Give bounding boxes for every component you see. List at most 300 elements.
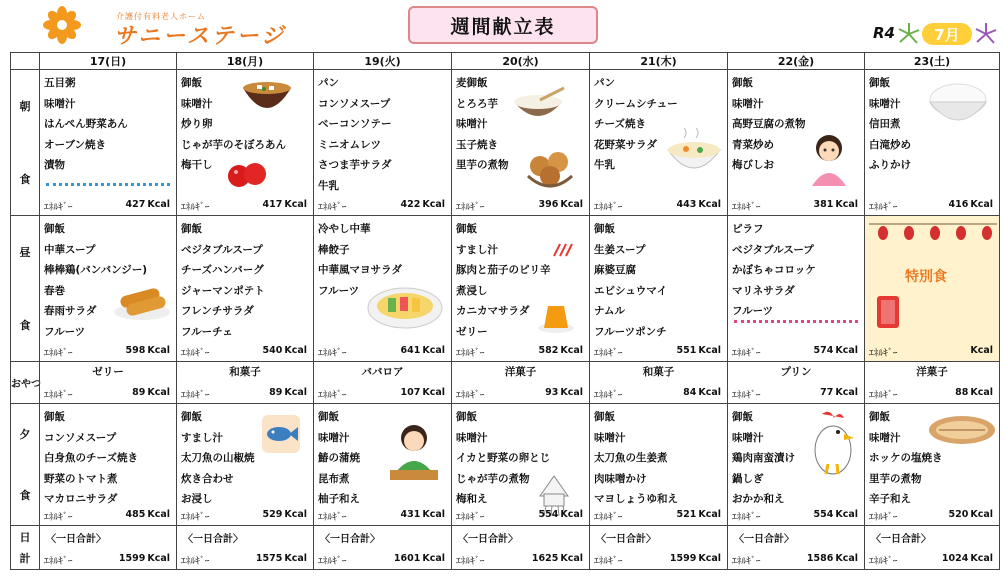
day-header: 21(木): [589, 53, 727, 69]
cream-stew-icon: [664, 128, 724, 184]
dish-item: 味噌汁: [732, 431, 764, 444]
energy-value-group: [256, 553, 309, 567]
energy-value: 1024: [941, 553, 969, 564]
dish-item: 五目粥: [44, 77, 76, 89]
dish-item: じゃが芋のそぼろあん: [181, 138, 286, 151]
dish-item: フルーツポンチ: [594, 325, 667, 338]
fish-icon: [261, 414, 301, 454]
dish-item: かぼちゃコロッケ: [732, 264, 816, 277]
yam-bowl-icon: [510, 86, 566, 126]
energy-line: [181, 553, 309, 567]
energy-line: [44, 509, 172, 523]
dish-item: 梅和え: [456, 493, 488, 506]
total-cell: [39, 526, 176, 569]
dish-item: 味噌汁: [44, 97, 76, 110]
energy-value: 416: [948, 199, 969, 210]
energy-line: [732, 553, 860, 567]
energy-value-group: [676, 199, 723, 213]
energy-value-group: [125, 345, 172, 359]
energy-unit: Kcal: [422, 387, 445, 398]
energy-label: ｴﾈﾙｷﾞｰ: [318, 556, 347, 567]
energy-unit: Kcal: [422, 345, 445, 356]
energy-value: 521: [676, 509, 697, 520]
energy-value: 574: [813, 345, 834, 356]
dish-item: 味噌汁: [594, 431, 626, 444]
energy-label: ｴﾈﾙｷﾞｰ: [181, 390, 210, 401]
lunch-cell: [589, 216, 727, 361]
dish-item: 御飯: [181, 77, 202, 89]
dish-item: イカと野菜の卵とじ: [456, 452, 551, 465]
dish-item: 辛子和え: [869, 493, 911, 506]
energy-value: 89: [269, 387, 283, 398]
dish-item: 牛乳: [318, 179, 339, 192]
energy-label: ｴﾈﾙｷﾞｰ: [869, 390, 898, 401]
firework-icon: [974, 22, 998, 46]
energy-value: 554: [538, 509, 559, 520]
dish-item: ジャーマンポテト: [181, 284, 265, 297]
energy-value: 641: [400, 345, 421, 356]
spring-roll-icon: [112, 278, 172, 322]
energy-value: 1575: [255, 553, 283, 564]
energy-value: 88: [955, 387, 969, 398]
menu-table: [10, 52, 1000, 570]
dish-item: すまし汁: [456, 243, 498, 256]
energy-value-group: [676, 509, 723, 523]
energy-value-group: [820, 387, 860, 401]
energy-line: [869, 387, 995, 401]
total-cell: [313, 526, 451, 569]
energy-value: 1599: [118, 553, 146, 564]
energy-unit: Kcal: [147, 387, 170, 398]
chicken-icon: [810, 410, 856, 478]
energy-line: [594, 345, 723, 359]
energy-value-group: [948, 199, 995, 213]
boy-eating-icon: [386, 422, 442, 484]
energy-unit: Kcal: [835, 345, 858, 356]
energy-label: ｴﾈﾙｷﾞｰ: [456, 556, 485, 567]
energy-value: 93: [545, 387, 559, 398]
dish-item: 昆布煮: [318, 472, 350, 485]
energy-unit: Kcal: [698, 387, 721, 398]
energy-line: [456, 553, 585, 567]
snack-cell: [864, 362, 1000, 403]
dinner-cell: [176, 404, 313, 525]
energy-value-group: [262, 509, 309, 523]
dish-item: ピラフ: [732, 223, 764, 235]
energy-line: [869, 509, 995, 523]
energy-line: [456, 199, 585, 213]
dish-item: 御飯: [44, 411, 65, 423]
snack-cell: [589, 362, 727, 403]
dish-item: お浸し: [181, 493, 213, 506]
energy-label: ｴﾈﾙｷﾞｰ: [594, 348, 623, 359]
dish-item: 味噌汁: [869, 431, 901, 444]
energy-value-group: [807, 553, 860, 567]
jelly-icon: [536, 300, 576, 334]
energy-label: ｴﾈﾙｷﾞｰ: [181, 512, 210, 523]
energy-unit: Kcal: [560, 509, 583, 520]
energy-line: [869, 553, 995, 567]
dinner-cell: [589, 404, 727, 525]
energy-unit: Kcal: [560, 199, 583, 210]
energy-unit: Kcal: [560, 345, 583, 356]
dish-item: 御飯: [594, 223, 615, 235]
energy-value-group: [132, 387, 172, 401]
energy-label: ｴﾈﾙｷﾞｰ: [732, 512, 761, 523]
energy-label: ｴﾈﾙｷﾞｰ: [44, 202, 73, 213]
dish-item: エビシュウマイ: [594, 284, 668, 297]
snack-cell: [451, 362, 589, 403]
dish-item: 中華スープ: [44, 243, 96, 256]
energy-value-group: [813, 509, 860, 523]
dish-item: ゼリー: [456, 325, 488, 338]
energy-line: [44, 345, 172, 359]
dish-item: 野菜のトマト煮: [44, 472, 118, 485]
energy-value: 582: [538, 345, 559, 356]
energy-unit: Kcal: [835, 509, 858, 520]
energy-line: [44, 553, 172, 567]
dish-item: 玉子焼き: [456, 138, 498, 151]
rice-bowl-icon: [923, 80, 993, 132]
energy-value: 396: [538, 199, 559, 210]
energy-unit: Kcal: [147, 345, 170, 356]
energy-value-group: [119, 553, 172, 567]
energy-line: [594, 199, 723, 213]
energy-label: ｴﾈﾙｷﾞｰ: [318, 348, 347, 359]
dish-item: 味噌汁: [732, 97, 764, 110]
dish-item: パン: [594, 77, 615, 89]
breakfast-label: 朝 食: [10, 70, 39, 215]
energy-unit: Kcal: [284, 345, 307, 356]
dish-item: さつま芋サラダ: [318, 159, 392, 172]
energy-label: ｴﾈﾙｷﾞｰ: [732, 556, 761, 567]
dish-item: 御飯: [181, 411, 202, 423]
energy-value-group: [676, 345, 723, 359]
snack-name: 和菓子: [642, 366, 675, 378]
taro-simmer-icon: [526, 146, 574, 190]
energy-value-group: [125, 199, 172, 213]
dish-item: ベジタブルスープ: [732, 243, 814, 256]
snack-name: ババロア: [361, 366, 404, 378]
energy-unit: Kcal: [284, 387, 307, 398]
firework-icon: [897, 22, 921, 46]
dish-item: ホッケの塩焼き: [869, 452, 943, 465]
dish-item: 漬物: [44, 159, 65, 172]
energy-value-group: [955, 387, 995, 401]
breakfast-cell: [727, 70, 864, 215]
energy-value-group: [813, 199, 860, 213]
dish-item: 冷やし中華: [318, 223, 371, 235]
energy-value: 89: [132, 387, 146, 398]
dish-item: 御飯: [594, 411, 615, 423]
dish-item: ふりかけ: [869, 159, 911, 172]
dish-item: コンソメスープ: [318, 97, 391, 110]
dish-item: 味噌汁: [456, 118, 488, 131]
special-meal-label: 特別食: [905, 269, 947, 285]
total-heading: 〈一日合計〉: [320, 534, 380, 545]
energy-value-group: [394, 553, 447, 567]
energy-unit: Kcal: [284, 553, 307, 564]
energy-label: ｴﾈﾙｷﾞｰ: [318, 202, 347, 213]
spicy-mark-icon: [552, 240, 574, 258]
dish-item: 梅びしお: [732, 159, 774, 172]
dish-item: 太刀魚の生姜煮: [594, 452, 668, 465]
snack-name: 和菓子: [229, 366, 261, 378]
energy-label: ｴﾈﾙｷﾞｰ: [594, 202, 623, 213]
dish-item: 炒り卵: [181, 118, 213, 131]
dinner-cell: [39, 404, 176, 525]
dish-item: 味噌汁: [181, 97, 213, 110]
energy-label: ｴﾈﾙｷﾞｰ: [456, 390, 485, 401]
dish-item: 御飯: [181, 223, 202, 235]
dinner-cell: [313, 404, 451, 525]
energy-label: ｴﾈﾙｷﾞｰ: [869, 202, 898, 213]
energy-value-group: [262, 345, 309, 359]
energy-line: [732, 509, 860, 523]
dish-item: 青菜炒め: [732, 138, 774, 151]
dish-item: 御飯: [44, 223, 65, 235]
dish-item: チーズ焼き: [594, 118, 646, 131]
energy-unit: Kcal: [835, 553, 858, 564]
dish-item: 炊き合わせ: [181, 472, 234, 485]
energy-value-group: [125, 509, 172, 523]
dish-item: 煮浸し: [456, 284, 488, 297]
dish-item: 御飯: [732, 77, 753, 89]
energy-value-group: [813, 345, 860, 359]
energy-unit: Kcal: [422, 509, 445, 520]
energy-unit: Kcal: [970, 509, 993, 520]
dish-item: 味噌汁: [456, 431, 488, 444]
dish-item: 御飯: [456, 411, 477, 423]
energy-value-group: [942, 553, 995, 567]
dish-item: じゃが芋の煮物: [456, 472, 530, 485]
snack-row: [10, 362, 1000, 404]
logo-name: サニーステージ: [114, 24, 287, 49]
lunch-label: 昼 食: [10, 216, 39, 361]
page-title: 週間献立表: [408, 6, 598, 44]
breakfast-cell: [313, 70, 451, 215]
dish-item: フルーツ: [732, 305, 774, 318]
energy-label: ｴﾈﾙｷﾞｰ: [44, 512, 73, 523]
energy-unit: Kcal: [147, 509, 170, 520]
energy-label: ｴﾈﾙｷﾞｰ: [869, 512, 898, 523]
energy-unit: Kcal: [422, 553, 445, 564]
day-header: 19(火): [313, 53, 451, 69]
dish-item: 麦御飯: [456, 77, 488, 89]
dish-item: ミニオムレツ: [318, 138, 381, 151]
energy-line: [456, 345, 585, 359]
breakfast-row: [10, 70, 1000, 216]
energy-value: 529: [262, 509, 283, 520]
lantern-icon: [869, 220, 997, 242]
dinner-row: [10, 404, 1000, 526]
dish-item: 御飯: [318, 411, 339, 423]
energy-value-group: [538, 345, 585, 359]
energy-value: 1599: [669, 553, 697, 564]
lunch-cell: [727, 216, 864, 361]
dotted-divider: [734, 320, 858, 323]
energy-value-group: [400, 345, 447, 359]
energy-value: 77: [820, 387, 834, 398]
energy-line: [594, 387, 723, 401]
woman-eating-icon: [806, 130, 852, 186]
total-heading: 〈一日合計〉: [458, 534, 518, 545]
dish-item: 御飯: [869, 77, 890, 89]
dish-item: 白滝炒め: [869, 138, 911, 151]
energy-value: 1586: [806, 553, 834, 564]
dish-item: 豚肉と茄子のピリ辛: [456, 264, 551, 277]
energy-value: 417: [262, 199, 283, 210]
day-header: 18(月): [176, 53, 313, 69]
energy-label: ｴﾈﾙｷﾞｰ: [456, 202, 485, 213]
dish-item: フレンチサラダ: [181, 305, 254, 318]
dish-item: 中華風マヨサラダ: [318, 264, 402, 277]
energy-line: [318, 509, 447, 523]
energy-line: [181, 387, 309, 401]
dish-item: マリネサラダ: [732, 284, 795, 297]
energy-line: [318, 387, 447, 401]
dish-item: 白身魚のチーズ焼き: [44, 452, 138, 465]
energy-value: 554: [813, 509, 834, 520]
year-label: R4: [873, 24, 895, 42]
umeboshi-icon: [227, 158, 267, 190]
energy-label: ｴﾈﾙｷﾞｰ: [181, 556, 210, 567]
energy-label: ｴﾈﾙｷﾞｰ: [732, 390, 761, 401]
energy-value-group: [400, 387, 447, 401]
lunch-cell: [451, 216, 589, 361]
breakfast-cell: [39, 70, 176, 215]
lunch-cell: [313, 216, 451, 361]
snack-cell: [313, 362, 451, 403]
dish-item: はんぺん野菜あん: [44, 118, 128, 131]
dish-item: チーズハンバーグ: [181, 264, 264, 277]
energy-label: ｴﾈﾙｷﾞｰ: [594, 556, 623, 567]
energy-unit: Kcal: [698, 553, 721, 564]
energy-value-group: [948, 509, 995, 523]
energy-value: 1625: [531, 553, 559, 564]
dish-item: 梅干し: [181, 159, 213, 172]
total-row: [10, 526, 1000, 570]
dish-item: 春雨サラダ: [44, 305, 97, 318]
snack-name: 洋菓子: [916, 366, 948, 378]
dinner-cell: [864, 404, 1000, 525]
total-cell: [727, 526, 864, 569]
energy-value: 485: [125, 509, 146, 520]
energy-line: [732, 345, 860, 359]
energy-line: [869, 199, 995, 213]
energy-unit: Kcal: [698, 509, 721, 520]
energy-line: [181, 509, 309, 523]
energy-unit: Kcal: [970, 345, 993, 356]
energy-line: [44, 387, 172, 401]
dish-item: 花野菜サラダ: [594, 138, 657, 151]
energy-unit: Kcal: [970, 199, 993, 210]
energy-value: 598: [125, 345, 146, 356]
energy-label: ｴﾈﾙｷﾞｰ: [869, 556, 898, 567]
energy-value: 381: [813, 199, 834, 210]
dish-item: とろろ芋: [456, 97, 498, 110]
total-heading: 〈一日合計〉: [734, 534, 794, 545]
energy-label: ｴﾈﾙｷﾞｰ: [44, 390, 73, 401]
energy-value-group: [545, 387, 585, 401]
dish-item: 棒餃子: [318, 243, 350, 256]
lunch-row: [10, 216, 1000, 362]
total-label: 日 計: [10, 526, 39, 569]
sun-flower-icon: [22, 6, 102, 44]
energy-line: [181, 199, 309, 213]
total-cell: [589, 526, 727, 569]
energy-label: ｴﾈﾙｷﾞｰ: [318, 512, 347, 523]
energy-line: [732, 199, 860, 213]
energy-line: [869, 345, 995, 359]
dish-item: マヨしょうゆ和え: [594, 493, 678, 506]
cold-noodle-icon: [366, 280, 444, 332]
dish-item: おかか和え: [732, 493, 785, 506]
total-cell: [176, 526, 313, 569]
dish-item: 味噌汁: [318, 431, 350, 444]
total-heading: 〈一日合計〉: [596, 534, 656, 545]
day-header: 20(水): [451, 53, 589, 69]
snack-name: 洋菓子: [504, 366, 537, 378]
breakfast-cell: [451, 70, 589, 215]
energy-value-group: [400, 199, 447, 213]
energy-unit: Kcal: [970, 387, 993, 398]
special-meal-panel: [865, 216, 999, 361]
dish-item: 里芋の煮物: [869, 472, 922, 485]
energy-line: [44, 199, 172, 213]
logo: [22, 6, 302, 49]
energy-unit: Kcal: [835, 387, 858, 398]
energy-value: 520: [948, 509, 969, 520]
energy-label: ｴﾈﾙｷﾞｰ: [456, 512, 485, 523]
energy-value: 427: [125, 199, 146, 210]
day-header: 23(土): [864, 53, 1000, 69]
breakfast-cell: [176, 70, 313, 215]
dish-item: ベーコンソテー: [318, 118, 392, 131]
energy-label: ｴﾈﾙｷﾞｰ: [732, 348, 761, 359]
energy-unit: Kcal: [698, 199, 721, 210]
dotted-divider: [46, 183, 170, 186]
dish-item: フルーツ: [318, 284, 360, 297]
energy-label: ｴﾈﾙｷﾞｰ: [181, 202, 210, 213]
energy-line: [318, 345, 447, 359]
energy-label: ｴﾈﾙｷﾞｰ: [732, 202, 761, 213]
dish-item: オーブン焼き: [44, 138, 107, 151]
total-cell: [864, 526, 1000, 569]
energy-value-group: [262, 199, 309, 213]
dish-item: カニカマサラダ: [456, 305, 530, 318]
energy-value-group: [400, 509, 447, 523]
dish-item: 肉味噌かけ: [594, 472, 647, 485]
energy-line: [594, 553, 723, 567]
dish-item: ナムル: [594, 305, 625, 318]
dish-item: クリームシチュー: [594, 97, 678, 110]
dish-item: 麻婆豆腐: [594, 264, 636, 277]
dish-item: 里芋の煮物: [456, 159, 509, 172]
dish-item: 御飯: [732, 411, 753, 423]
dish-item: コンソメスープ: [44, 431, 117, 444]
energy-value-group: [532, 553, 585, 567]
snack-cell: [727, 362, 864, 403]
energy-value-group: [968, 345, 995, 359]
lunch-cell: [176, 216, 313, 361]
dish-item: フルーツ: [44, 325, 86, 338]
energy-label: ｴﾈﾙｷﾞｰ: [44, 348, 73, 359]
energy-value: 551: [676, 345, 697, 356]
dish-item: 棒棒鶏(バンバンジー): [44, 264, 148, 277]
total-cell: [451, 526, 589, 569]
energy-value: 107: [400, 387, 421, 398]
